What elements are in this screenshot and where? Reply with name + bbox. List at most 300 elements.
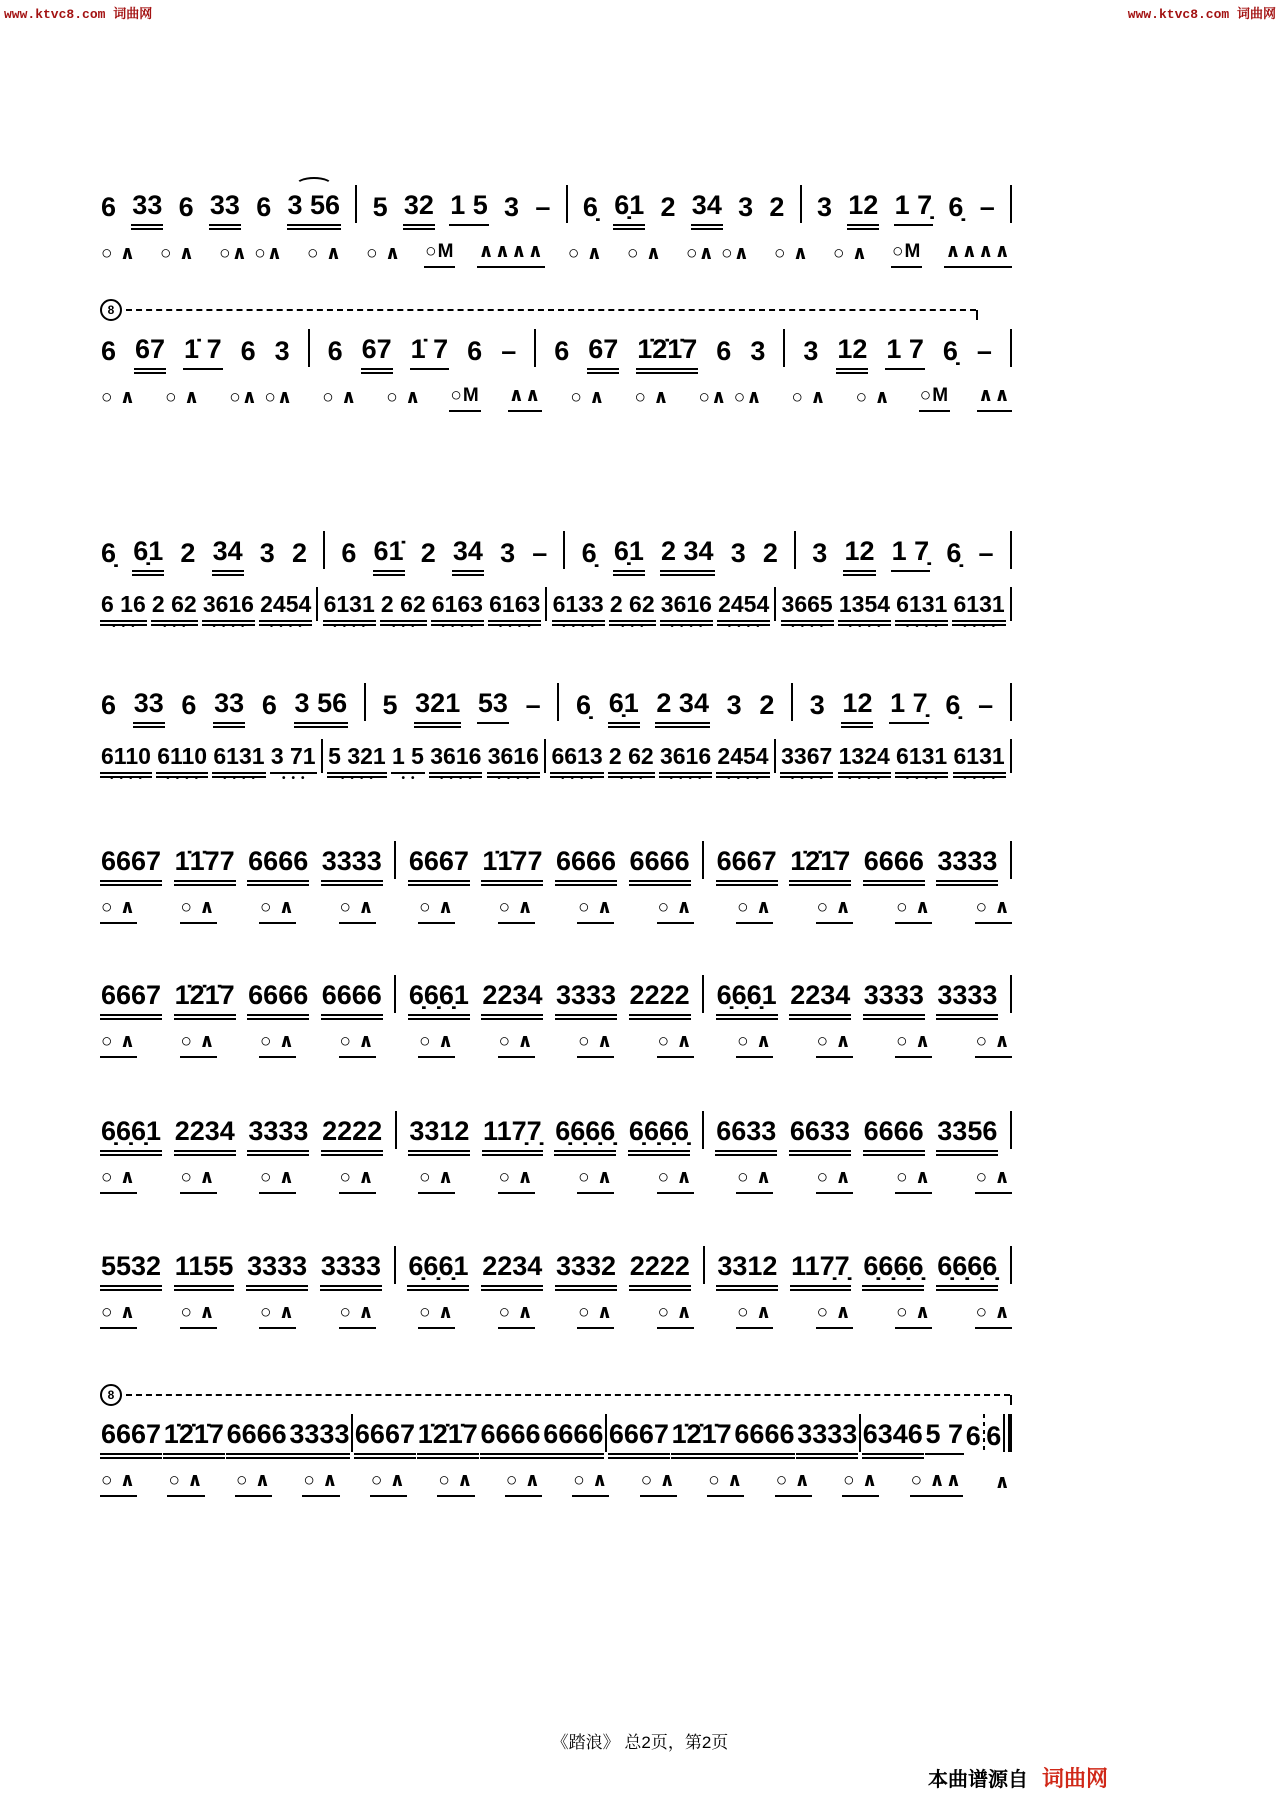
note-group: 6̣6̣6̣1 (100, 1117, 162, 1152)
barline (1010, 185, 1012, 223)
blow-draw-symbol: ○ ∧ (640, 1471, 677, 1497)
blow-draw-symbol: ○ ∧ (832, 243, 869, 265)
blow-draw-symbol: ○ ∧ (339, 1168, 376, 1194)
barline (800, 185, 802, 223)
barline (394, 975, 396, 1013)
note-group: 2 62 ••• (151, 590, 197, 632)
note-group: 6666 (542, 1420, 604, 1455)
note-group: 6667 (716, 847, 778, 882)
score-system (100, 1385, 1012, 1497)
note-group: 3 71 ••• (270, 742, 316, 784)
note-group: 5 (372, 192, 388, 223)
barline (316, 587, 318, 621)
note-group: 1 5 •• (392, 742, 424, 784)
note-group: 12 (843, 537, 875, 572)
symbols-row (100, 1032, 1012, 1058)
note-group: 6 (261, 690, 277, 721)
note-group: 6110 •••• (157, 742, 208, 784)
barline (703, 1246, 705, 1284)
blow-draw-symbol: ○ ∧ (322, 387, 358, 409)
barline (394, 1246, 396, 1284)
blow-draw-symbol: ○∧ ○∧ (229, 387, 294, 409)
blow-draw-symbol: ○ ∧ (570, 387, 606, 409)
melody-row (100, 972, 1012, 1016)
note-group: 3 (738, 192, 754, 223)
symbols-row (100, 242, 1012, 268)
blow-draw-symbol: ○M (449, 386, 480, 412)
blow-draw-symbol: ○ ∧ (366, 243, 402, 265)
note-group: 12 (841, 689, 873, 724)
blow-draw-symbol: ○ ∧ (773, 243, 810, 265)
symbols-row (100, 1303, 1012, 1329)
barline (859, 1414, 861, 1452)
note-group: 6666 (629, 847, 691, 882)
score-system (100, 300, 1012, 412)
note-group: 6 (256, 192, 272, 223)
note-group: 32 (403, 191, 435, 226)
note-group: 6 (467, 336, 483, 367)
note-group: 5 (382, 690, 398, 721)
barline (1010, 1111, 1012, 1149)
note-group: 6 (101, 690, 117, 721)
note-group: 6 (341, 538, 357, 569)
note-group: 3 56 (287, 191, 342, 226)
note-group: 1354 •••• (838, 590, 891, 632)
blow-draw-symbol: ○ ∧ (100, 1168, 137, 1194)
barline (605, 1414, 607, 1452)
blow-draw-symbol: ○ ∧ (855, 387, 891, 409)
note-group: 6667 (408, 847, 470, 882)
note-group: 3 (504, 192, 520, 223)
score-system (100, 838, 1012, 924)
blow-draw-symbol: ○ ∧ (895, 1303, 932, 1329)
source-site-link[interactable]: 词曲网 (1041, 1766, 1108, 1791)
note-group: 6666 (863, 1117, 925, 1152)
barline (534, 329, 536, 367)
blow-draw-symbol: ○ ∧ (577, 898, 614, 924)
note-group: – (976, 336, 992, 367)
note-group: 6666 (863, 847, 925, 882)
barline (791, 683, 793, 721)
page-footer-label: 《踏浪》 总2页，第2页 (551, 1733, 729, 1752)
note-group: 6666 (733, 1420, 795, 1455)
note-group: 5532 (100, 1252, 162, 1287)
barline (544, 739, 546, 773)
blow-draw-symbol: ○ ∧ (160, 243, 196, 265)
note-group: 3 (750, 336, 766, 367)
note-group: 1̇2̇1̇7 (174, 981, 236, 1016)
note-group: 53 (477, 689, 509, 724)
blow-draw-symbol: ○M (891, 242, 922, 268)
barline (557, 683, 559, 721)
octava-dashed-line (126, 1394, 1010, 1396)
barline (1010, 975, 1012, 1013)
barline (1010, 531, 1012, 569)
note-group: 2 (180, 538, 196, 569)
note-group: 3333 (936, 981, 998, 1016)
note-group: 1 7̣ (891, 537, 931, 572)
note-group: 1155 (174, 1252, 235, 1287)
blow-draw-symbol: ○ ∧ (437, 1471, 474, 1497)
note-group: 33 (131, 191, 163, 226)
note-group: 6̣6̣6̣1 (408, 981, 470, 1016)
barline (308, 329, 310, 367)
note-group: 3333 (555, 981, 617, 1016)
note-group: 1̇2̇1̇7 (789, 847, 851, 882)
note-group: 6 (240, 336, 256, 367)
note-group: 6131 •••• (213, 742, 265, 784)
note-group: 6 (181, 690, 197, 721)
note-group: 6̣1 (613, 537, 645, 572)
note-group: 6̣6̣6̣6̣ (936, 1252, 998, 1287)
final-barline (1003, 1414, 1012, 1452)
note-group: 6131 •••• (896, 742, 948, 784)
melody-row (100, 1243, 1012, 1287)
note-group: 6666 (555, 847, 617, 882)
note-group: 6 (101, 192, 117, 223)
note-group: 6667 (354, 1420, 416, 1455)
blow-draw-symbol: ○ ∧ (975, 1303, 1012, 1329)
note-group: 2222 (321, 1117, 383, 1152)
octava-end-hook (1010, 1395, 1012, 1405)
note-group: 3312 (408, 1117, 470, 1152)
note-group: 1̇2̇1̇7 (636, 335, 698, 370)
blow-draw-symbol: ○ ∧ (418, 898, 455, 924)
note-group: 2 (291, 538, 307, 569)
note-group: – (535, 192, 551, 223)
melody-row (100, 1411, 1012, 1455)
note-group: 2234 (481, 1252, 543, 1287)
note-group: 1324 •••• (838, 742, 890, 784)
barline (395, 1111, 397, 1149)
note-group: 6163 •••• (431, 590, 483, 632)
blow-draw-symbol: ○M (919, 386, 950, 412)
barline (1010, 739, 1012, 773)
note-group: 6 (554, 336, 570, 367)
barline (355, 185, 357, 223)
note-group: 6̣6̣6̣6̣ (862, 1252, 924, 1287)
note-group: 5 321 •••• (328, 742, 386, 784)
symbols-row (100, 898, 1012, 924)
barline (1010, 841, 1012, 879)
barline (1010, 329, 1012, 367)
note-group: 3312 (716, 1252, 778, 1287)
watermark-top-right: www.ktvc8.com 词曲网 (1127, 7, 1276, 22)
note-group: 6110 •••• (101, 742, 151, 784)
note-group: 6̣6̣6̣1 (716, 981, 778, 1016)
note-group: 6̣ (575, 690, 592, 721)
score-system (100, 1243, 1012, 1329)
note-group: 3 (726, 690, 742, 721)
blow-draw-symbol: ○ ∧ (895, 1168, 932, 1194)
note-group: 34 (452, 537, 484, 572)
blow-draw-symbol: ○ ∧ (505, 1471, 542, 1497)
blow-draw-symbol: ∧∧∧∧ (944, 242, 1012, 268)
melody-row (100, 326, 1012, 370)
note-group: 3616 •••• (487, 742, 539, 784)
barline (1010, 587, 1012, 621)
note-group: 6 (986, 1421, 1002, 1452)
blow-draw-symbol: ○ ∧ (816, 1168, 853, 1194)
symbols-row (100, 1471, 1012, 1497)
note-group: 2222 (629, 981, 691, 1016)
note-group: 67 (361, 335, 393, 370)
barline (1010, 683, 1012, 721)
note-group: 33 (133, 689, 165, 724)
note-group: 3 (809, 690, 825, 721)
blow-draw-symbol: ○ ∧ (100, 1032, 137, 1058)
barline (702, 841, 704, 879)
note-group: 2234 (481, 981, 543, 1016)
blow-draw-symbol: ○ ∧ (339, 898, 376, 924)
blow-draw-symbol: ○M (424, 242, 455, 268)
note-group: 34 (691, 191, 723, 226)
blow-draw-symbol: ○ ∧ (418, 1303, 455, 1329)
blow-draw-symbol: ○ ∧ (577, 1303, 614, 1329)
blow-draw-symbol: ○ ∧ (302, 1471, 339, 1497)
note-group: 6131 •••• (953, 742, 1005, 784)
note-group: 3333 (936, 847, 998, 882)
blow-draw-symbol: ○ ∧ (736, 1303, 773, 1329)
note-group: 6633 (789, 1117, 851, 1152)
note-group: – (979, 192, 995, 223)
score-system (100, 680, 1012, 784)
note-group: 6̣ (581, 538, 597, 569)
note-group: 321 (414, 689, 461, 724)
blow-draw-symbol: ○ ∧ (339, 1032, 376, 1058)
blow-draw-symbol: ○ ∧ (895, 1032, 932, 1058)
barline (364, 683, 366, 721)
blow-draw-symbol: ○ ∧ (626, 243, 663, 265)
note-group: 6 (101, 336, 117, 367)
note-group: 3 (500, 538, 516, 569)
note-group: 6̣ (945, 690, 961, 721)
barline (774, 587, 776, 621)
blow-draw-symbol: ○ ∧ (657, 1032, 694, 1058)
blow-draw-symbol: ○ ∧ (259, 1032, 296, 1058)
octava-dashed-line (126, 309, 976, 311)
blow-draw-symbol: ○ ∧ (775, 1471, 812, 1497)
note-group: 2222 (629, 1252, 691, 1287)
note-group: 2 62 ••• (608, 742, 654, 784)
barline (566, 185, 568, 223)
note-group: 1̇2̇1̇7 (671, 1420, 733, 1455)
barline (351, 1414, 353, 1452)
note-group: 2454 •••• (260, 590, 312, 632)
octave-higher-marker (100, 300, 1012, 320)
note-group: 2234 (789, 981, 851, 1016)
melody-row (100, 680, 1012, 724)
note-group: 3333 (320, 1252, 382, 1287)
accomp-row (100, 738, 1012, 784)
blow-draw-symbol: ○ ∧ (180, 1032, 217, 1058)
blow-draw-symbol: ○ ∧ (975, 1168, 1012, 1194)
note-group: 3616 •••• (202, 590, 254, 632)
blow-draw-symbol: ○ ∧ (259, 1168, 296, 1194)
note-group: 6̣1 (132, 537, 164, 572)
note-group: 2 (762, 538, 778, 569)
blow-draw-symbol: ∧∧ (508, 386, 543, 412)
barline (545, 587, 547, 621)
note-group: 3 (274, 336, 290, 367)
blow-draw-symbol: ○ ∧ (180, 1168, 217, 1194)
note-group: 6 (716, 336, 732, 367)
note-group: 6666 (480, 1420, 542, 1455)
note-group: 6666 (226, 1420, 288, 1455)
note-group: 6 16 ••• (101, 590, 146, 632)
note-group: 67 (134, 335, 166, 370)
note-group: 6 (178, 192, 194, 223)
note-group: 2454 •••• (718, 590, 770, 632)
note-group: 6̣ (948, 192, 964, 223)
blow-draw-symbol: ○ ∧ (816, 898, 853, 924)
barline (783, 329, 785, 367)
blow-draw-symbol: ○ ∧∧ (910, 1471, 964, 1497)
note-group: 6 (965, 1421, 981, 1452)
note-group: 1 7 (885, 335, 925, 370)
note-group: 2 (759, 690, 775, 721)
note-group: 6131 •••• (953, 590, 1005, 632)
score-system (100, 182, 1012, 268)
melody-row (100, 838, 1012, 882)
blow-draw-symbol: ○ ∧ (657, 898, 694, 924)
note-group: – (978, 690, 994, 721)
blow-draw-symbol: ○ ∧ (180, 898, 217, 924)
note-group: 3367 •••• (781, 742, 833, 784)
note-group: 6131 •••• (896, 590, 948, 632)
note-group: 2454 •••• (717, 742, 769, 784)
barline (702, 975, 704, 1013)
score-system (100, 972, 1012, 1058)
note-group: 3 (803, 336, 819, 367)
octava-end-hook (976, 310, 978, 320)
blow-draw-symbol: ○ ∧ (100, 898, 137, 924)
blow-draw-symbol: ○ ∧ (165, 387, 201, 409)
note-group: 6633 (715, 1117, 777, 1152)
blow-draw-symbol: ○∧ ○∧ (219, 243, 284, 265)
note-group: 117̣7̣ (482, 1117, 543, 1152)
blow-draw-symbol: ○ ∧ (736, 1168, 773, 1194)
blow-draw-symbol: ○ ∧ (657, 1168, 694, 1194)
note-group: 6667 (608, 1420, 670, 1455)
note-group: 3333 (321, 847, 383, 882)
blow-draw-symbol: ○ ∧ (259, 1303, 296, 1329)
watermark-top-left: www.ktvc8.com 词曲网 (4, 7, 153, 22)
note-group: 1̇2̇1̇7 (417, 1420, 479, 1455)
note-group: 1̇2̇1̇7 (163, 1420, 225, 1455)
barline (323, 531, 325, 569)
note-group: 3333 (863, 981, 925, 1016)
note-group: 2 34 (660, 537, 715, 572)
blow-draw-symbol: ○ ∧ (101, 243, 137, 265)
note-group: 3616 •••• (660, 590, 712, 632)
note-group: 2 (420, 538, 436, 569)
blow-draw-symbol: ○ ∧ (386, 387, 422, 409)
blow-draw-symbol: ○ ∧ (259, 898, 296, 924)
note-group: 3665 •••• (781, 590, 833, 632)
note-group: 2234 (174, 1117, 236, 1152)
note-group: 3616 •••• (659, 742, 712, 784)
note-group: 3333 (288, 1420, 350, 1455)
blow-draw-symbol: ○ ∧ (736, 898, 773, 924)
barline (394, 841, 396, 879)
source-credit (928, 1762, 1108, 1793)
blow-draw-symbol: ○ ∧ (101, 387, 137, 409)
note-group: 3333 (246, 1252, 308, 1287)
note-group: 6̣1 (608, 689, 640, 724)
note-group: 3 (730, 538, 746, 569)
blow-draw-symbol: ○ ∧ (370, 1471, 407, 1497)
note-group: 6667 (100, 1420, 162, 1455)
blow-draw-symbol: ○ ∧ (577, 1168, 614, 1194)
note-group: 3333 (247, 1117, 309, 1152)
symbols-row (100, 386, 1012, 412)
note-group: 34 (212, 537, 244, 572)
note-group: 6666 (247, 981, 309, 1016)
blow-draw-symbol: ○ ∧ (498, 1032, 535, 1058)
score-system (100, 1108, 1012, 1194)
note-group: 6131 •••• (323, 590, 375, 632)
blow-draw-symbol: ○ ∧ (100, 1471, 137, 1497)
blow-draw-symbol: ○ ∧ (975, 898, 1012, 924)
note-group: 6346 (862, 1420, 924, 1455)
note-group: 12 (836, 335, 868, 370)
note-group: 6̣ (101, 538, 117, 569)
note-group: 1 5 (449, 191, 489, 226)
blow-draw-symbol: ∧∧ (977, 386, 1012, 412)
blow-draw-symbol: ○ ∧ (167, 1471, 204, 1497)
blow-draw-symbol: ○ ∧ (180, 1303, 217, 1329)
barline (321, 739, 323, 773)
note-group: 6̣1 (613, 191, 645, 226)
note-group: – (532, 538, 548, 569)
barline (563, 531, 565, 569)
note-group: 6667 (100, 981, 162, 1016)
circled-8-icon: 8 (100, 1384, 122, 1406)
melody-row (100, 182, 1012, 226)
blow-draw-symbol: ○ ∧ (842, 1471, 879, 1497)
blow-draw-symbol: ○ ∧ (791, 387, 827, 409)
note-group: 3332 (555, 1252, 617, 1287)
blow-draw-symbol: ○ ∧ (418, 1168, 455, 1194)
note-group: 6̣6̣6̣6̣ (628, 1117, 690, 1152)
note-group: 2 (660, 192, 676, 223)
blow-draw-symbol: ○ ∧ (572, 1471, 609, 1497)
blow-draw-symbol: ○∧ ○∧ (685, 243, 751, 265)
blow-draw-symbol: ○ ∧ (736, 1032, 773, 1058)
note-group: 6̣ (946, 538, 962, 569)
note-group: 3333 (796, 1420, 858, 1455)
note-group: 1 7̣ (894, 191, 934, 226)
note-group: 1̇ 7 (183, 335, 223, 370)
note-group: 33 (209, 191, 241, 226)
melody-row (100, 1108, 1012, 1152)
note-group: 3 (812, 538, 828, 569)
blow-draw-symbol: ○ ∧ (634, 387, 670, 409)
note-group: 3 56 (294, 689, 349, 724)
note-group: 3 (259, 538, 275, 569)
note-group: 6̣6̣6̣6̣ (554, 1117, 616, 1152)
note-group: 12 (847, 191, 879, 226)
note-group: – (525, 690, 541, 721)
note-group: 1 7̣ (889, 689, 929, 724)
note-group: 1̇1̇77 (481, 847, 543, 882)
note-group: 6 (327, 336, 343, 367)
note-group: 2 (769, 192, 785, 223)
note-group: 1̇1̇77 (174, 847, 236, 882)
melody-row (100, 528, 1012, 572)
note-group: 6613 •••• (551, 742, 603, 784)
